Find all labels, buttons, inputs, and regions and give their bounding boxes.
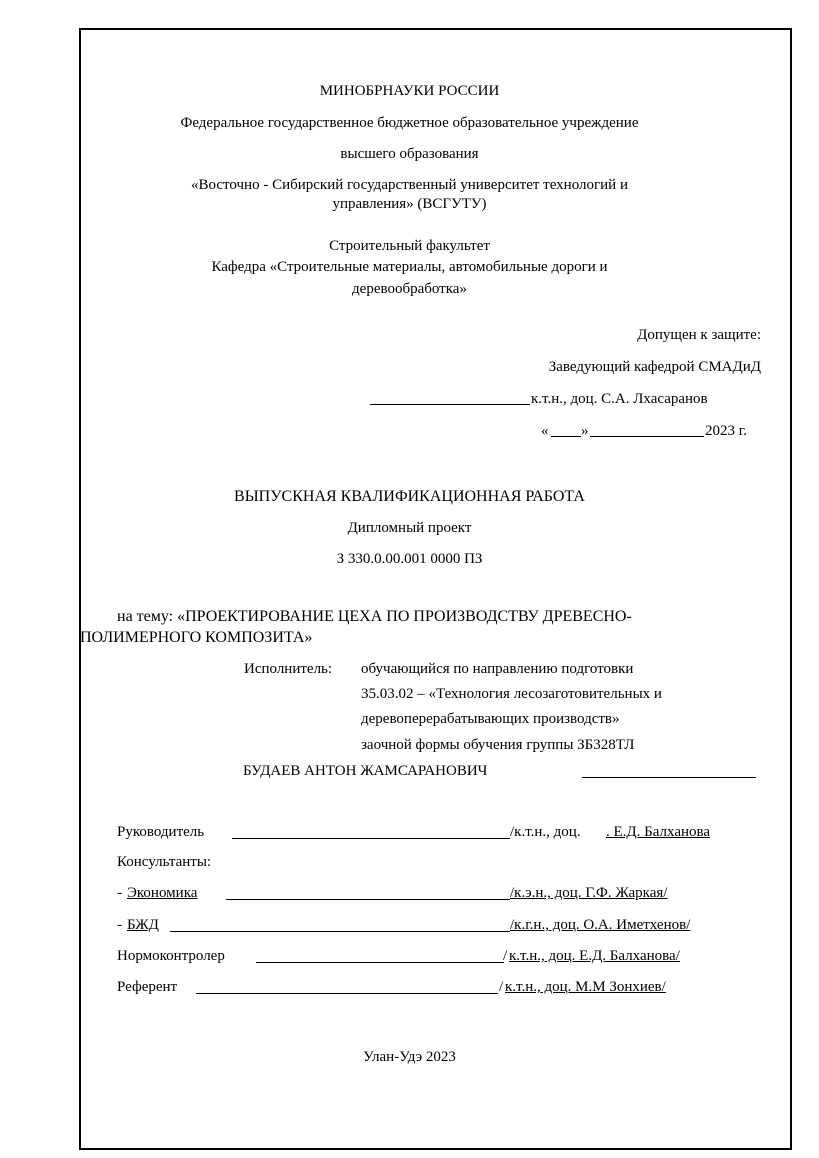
supervisor-signature-line (232, 838, 510, 839)
topic-line-2: ПОЛИМЕРНОГО КОМПОЗИТА» (80, 629, 313, 646)
head-of-department: Заведующий кафедрой СМАДиД (548, 359, 761, 375)
city-year: Улан-Удэ 2023 (363, 1049, 456, 1065)
date-day-line (551, 436, 581, 437)
economics-dash: - (117, 885, 122, 901)
topic-line-1: на тему: «ПРОЕКТИРОВАНИЕ ЦЕХА ПО ПРОИЗВОДСТВУ ДРЕВЕСНО- (117, 608, 632, 625)
department-line-1: Кафедра «Строительные материалы, автомобильные дороги и (211, 259, 608, 275)
supervisor-title: /к.т.н., доц. (510, 824, 581, 840)
work-type: ВЫПУСКНАЯ КВАЛИФИКАЦИОННАЯ РАБОТА (234, 488, 585, 505)
date-year: 2023 г. (705, 423, 747, 439)
document-code: З 330.0.00.001 0000 ПЗ (336, 551, 483, 567)
referee-slash: / (499, 979, 504, 995)
university-line-2: управления» (ВСГУТУ) (332, 196, 487, 212)
normcontrol-signature-line (256, 962, 504, 963)
referee-signature-line (196, 993, 498, 994)
head-name: к.т.н., доц. С.А. Лхасаранов (531, 391, 708, 407)
performer-line-1: обучающийся по направлению подготовки (361, 661, 634, 677)
normcontrol-label: Нормоконтролер (117, 948, 225, 964)
safety-label: БЖД (127, 917, 159, 933)
performer-line-2: 35.03.02 – «Технология лесозаготовительных и (361, 686, 662, 702)
referee-label: Референт (117, 979, 178, 995)
supervisor-label: Руководитель (117, 824, 205, 840)
safety-signature-line (170, 931, 510, 932)
economics-label: Экономика (127, 885, 198, 901)
institution-line-1: Федеральное государственное бюджетное образовательное учреждение (180, 115, 639, 131)
performer-signature-line (582, 777, 756, 778)
performer-line-4: заочной формы обучения группы ЗБ328ТЛ (361, 737, 635, 753)
head-signature-line (370, 404, 530, 405)
department-line-2: деревообработка» (352, 281, 467, 297)
safety-consultant: /к.г.н., доц. О.А. Иметхенов/ (510, 917, 691, 933)
referee-name: к.т.н., доц. М.М Зонхиев/ (505, 979, 666, 995)
performer-line-3: деревоперерабатывающих производств» (361, 711, 620, 727)
work-subtype: Дипломный проект (347, 520, 472, 536)
admitted-to-defense: Допущен к защите: (637, 327, 761, 343)
performer-name: БУДАЕВ АНТОН ЖАМСАРАНОВИЧ (243, 763, 488, 779)
economics-consultant: /к.э.н., доц. Г.Ф. Жаркая/ (510, 885, 668, 901)
university-line-1: «Восточно - Сибирский государственный университет технологий и (191, 177, 628, 193)
normcontrol-name: к.т.н., доц. Е.Д. Балханова/ (509, 948, 680, 964)
supervisor-name: . Е.Д. Балханова (606, 824, 711, 840)
date-close-quote: » (581, 423, 589, 439)
faculty-name: Строительный факультет (329, 238, 490, 254)
performer-label: Исполнитель: (244, 661, 333, 677)
economics-signature-line (226, 899, 510, 900)
date-open-quote: « (541, 423, 549, 439)
ministry-title: МИНОБРНАУКИ РОССИИ (319, 83, 500, 99)
consultants-label: Консультанты: (117, 854, 212, 870)
date-month-line (590, 436, 704, 437)
normcontrol-slash: / (503, 948, 508, 964)
institution-line-2: высшего образования (340, 146, 479, 162)
safety-dash: - (117, 917, 122, 933)
